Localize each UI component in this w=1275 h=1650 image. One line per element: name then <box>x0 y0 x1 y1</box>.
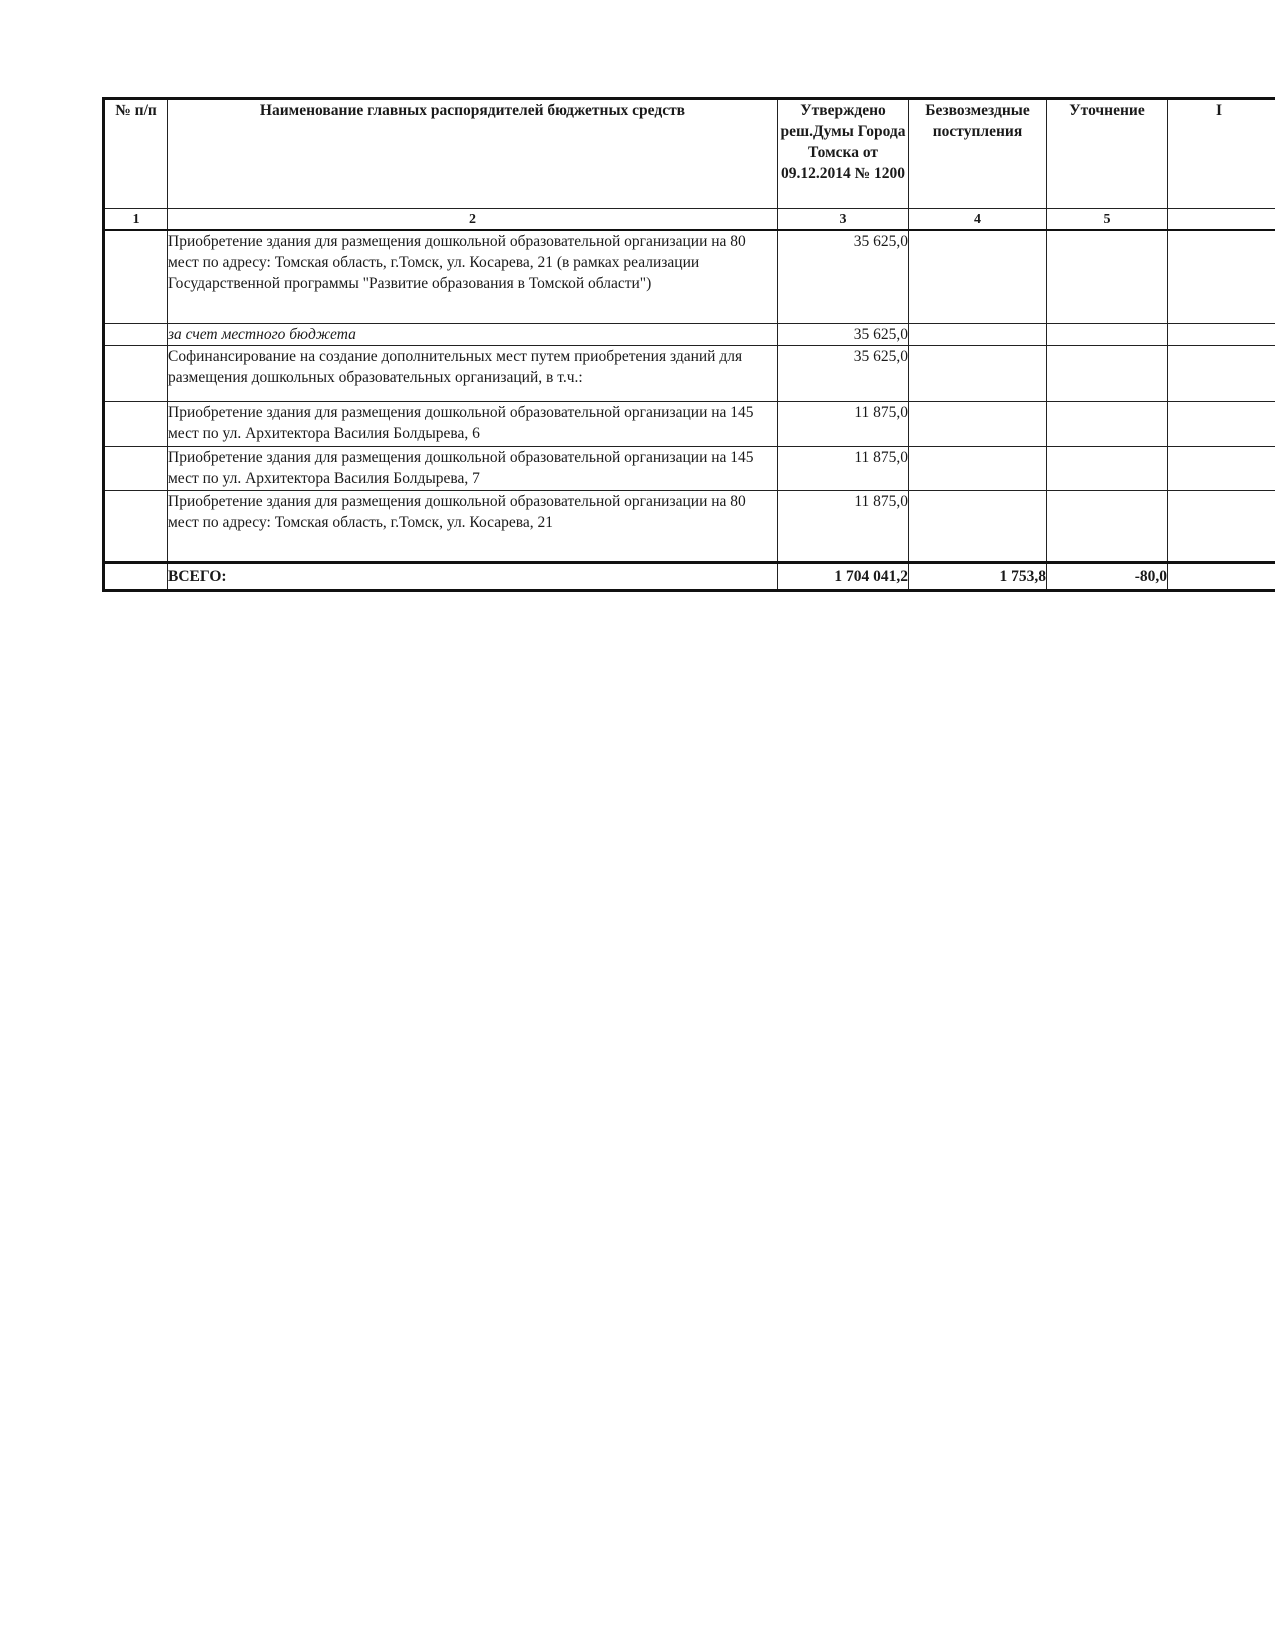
row-approved: 11 875,0 <box>778 447 909 491</box>
total-grants: 1 753,8 <box>909 563 1047 591</box>
row-approved: 11 875,0 <box>778 491 909 563</box>
column-number-row <box>104 209 1275 231</box>
row-approved: 11 875,0 <box>778 402 909 447</box>
column-number: 1 <box>104 209 168 231</box>
row-grants <box>909 447 1047 491</box>
row-num <box>104 402 168 447</box>
table-row <box>104 346 1275 402</box>
row-num <box>104 491 168 563</box>
row-num <box>104 447 168 491</box>
row-name: Софинансирование на создание дополнительных мест путем приобретения зданий для размещения дошкольных образовательных организаций, в т.ч.: <box>168 346 778 402</box>
table-row <box>104 324 1275 346</box>
column-number: 3 <box>778 209 909 231</box>
row-name: Приобретение здания для размещения дошкольной образовательной организации на 80 мест по адресу: Томская область, г.Томск, ул. Косарева, 21 <box>168 491 778 563</box>
row-num <box>104 230 168 324</box>
row-next <box>1168 491 1275 563</box>
row-approved: 35 625,0 <box>778 230 909 324</box>
budget-table <box>102 97 1275 592</box>
row-approved: 35 625,0 <box>778 346 909 402</box>
table-row <box>104 447 1275 491</box>
header-num: № п/п <box>104 99 168 209</box>
header-row <box>104 99 1275 209</box>
total-clarification: -80,0 <box>1047 563 1168 591</box>
total-label: ВСЕГО: <box>168 563 778 591</box>
row-grants <box>909 402 1047 447</box>
row-grants <box>909 230 1047 324</box>
row-name: Приобретение здания для размещения дошкольной образовательной организации на 145 мест по ул. Архитектора Василия Болдырева, 7 <box>168 447 778 491</box>
row-num <box>104 324 168 346</box>
table-row <box>104 402 1275 447</box>
column-number <box>1168 209 1275 231</box>
row-clarification <box>1047 402 1168 447</box>
row-clarification <box>1047 447 1168 491</box>
row-grants <box>909 346 1047 402</box>
row-next <box>1168 324 1275 346</box>
column-number: 5 <box>1047 209 1168 231</box>
row-next <box>1168 230 1275 324</box>
row-clarification <box>1047 346 1168 402</box>
row-name: Приобретение здания для размещения дошкольной образовательной организации на 80 мест по адресу: Томская область, г.Томск, ул. Косарева, 21 (в рамках реализации Государственной программы "Развитие образования в Томской области") <box>168 230 778 324</box>
row-clarification <box>1047 324 1168 346</box>
total-approved: 1 704 041,2 <box>778 563 909 591</box>
row-grants <box>909 324 1047 346</box>
header-clarification: Уточнение <box>1047 99 1168 209</box>
column-number: 2 <box>168 209 778 231</box>
row-next <box>1168 447 1275 491</box>
table-row <box>104 491 1275 563</box>
row-clarification <box>1047 230 1168 324</box>
row-approved: 35 625,0 <box>778 324 909 346</box>
row-next <box>1168 346 1275 402</box>
header-grants: Безвозмездные поступления <box>909 99 1047 209</box>
header-approved: Утверждено реш.Думы Города Томска от 09.12.2014 № 1200 <box>778 99 909 209</box>
column-number: 4 <box>909 209 1047 231</box>
row-num <box>104 346 168 402</box>
row-clarification <box>1047 491 1168 563</box>
row-name: Приобретение здания для размещения дошкольной образовательной организации на 145 мест по ул. Архитектора Василия Болдырева, 6 <box>168 402 778 447</box>
total-row <box>104 563 1275 591</box>
table-row <box>104 230 1275 324</box>
row-grants <box>909 491 1047 563</box>
row-next <box>1168 402 1275 447</box>
header-next: I <box>1168 99 1275 209</box>
header-name: Наименование главных распорядителей бюджетных средств <box>168 99 778 209</box>
row-name: за счет местного бюджета <box>168 326 356 343</box>
